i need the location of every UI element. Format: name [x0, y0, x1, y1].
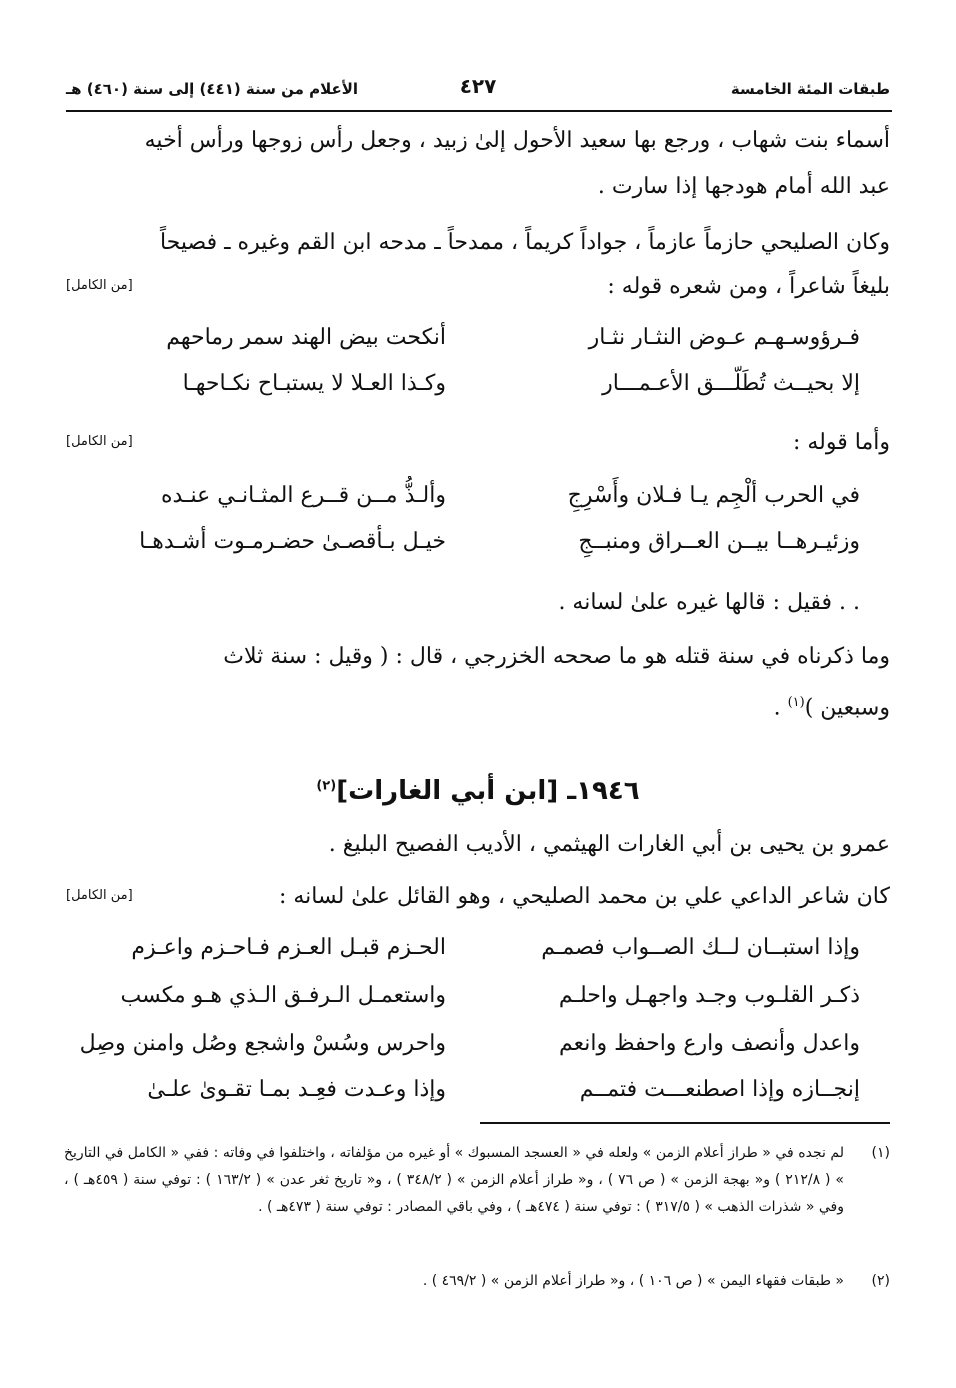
poem2-verse-2-second: وزئيـرهــا بيــن العــراق ومنبــجِ	[578, 529, 860, 554]
poem3-verse-1-second: وإذا استبــان لــك الصــواب فصمـم	[541, 935, 860, 960]
entry-line-1: عمرو بن يحيى بن أبي الغارات الهيثمي ، الأديب الفصيح البليغ .	[328, 832, 890, 857]
poem2-verse-1-first: وألـذُّ مــن قــرع المثـانـي عنـده	[160, 483, 446, 508]
poem3-verse-2-first: واستعمـل الـرفـق الـذي هـو مكسب	[120, 983, 446, 1008]
intro-line-2: عبد الله أمام هودجها إذا سارت .	[597, 174, 890, 199]
poem3-verse-4-second: إنجــازه وإذا اصطنعـــت فتمــم	[579, 1077, 860, 1102]
poem2-verse-1-second: في الحرب ألْجِم يـا فـلان وأَسْرِجِ	[567, 483, 860, 508]
poem1-verse-1-second: فـرؤوسـهـم عـوض النثـار نثـار	[588, 325, 860, 350]
footnote-ref: (١)	[787, 695, 805, 710]
death-line-1: وما ذكرناه في سنة قتله هو ما صححه الخزرجي ، قال : ( وقيل : سنة ثلاث	[223, 644, 890, 669]
poem3-verse-4-first: وإذا وعـدت فعِـد بمـا تقـوىٰ علـىٰ	[147, 1077, 446, 1102]
intro-para2-line-1: وكان الصليحي حازماً عازماً ، جواداً كريماً ، ممدحاً ـ مدحه ابن القم وغيره ـ فصيحاً	[159, 230, 890, 255]
intro-para2-line-2: بليغاً شاعراً ، ومن شعره قوله :	[607, 274, 890, 299]
header-rule	[66, 110, 892, 112]
footnote-2	[64, 1268, 890, 1295]
poem1-verse-2-first: وكـذا العـلا لا يستبـاح نكـاحهـا	[182, 371, 446, 396]
poem1-verse-1-first: أنكحت بيض الهند سمر رماحهم	[166, 325, 446, 350]
header-section-title: طبقات المئة الخامسة	[730, 80, 890, 98]
intro-line-1: أسماء بنت شهاب ، ورجع بها سعيد الأحول إلىٰ زبيد ، وجعل رأس زوجها ورأس أخيه	[144, 128, 890, 153]
footnote-text: لم نجده في « طراز أعلام الزمن » ولعله في « العسجد المسبوك » أو غيره من مؤلفاته ، واختلفوا في وفاته : ففي « الكامل في التاريخ » ( ٢١٢/٨ ) و« بهجة الزمن » ( ص ٧٦ ) ، و« طراز أعلام الزمن » ( ٣٤٨/٢ ) ، و« تاريخ ثغر عدن » ( ١٦٣/٢ ) : توفي سنة ( ٤٥٩هـ ) ، وفي « شذرات الذهب » ( ٣١٧/٥ ) : توفي سنة ( ٤٧٤هـ ) ، وفي باقي المصادر : توفي سنة ( ٤٧٣هـ ) .	[64, 1145, 844, 1215]
quote2-intro: وأما قوله :	[792, 430, 890, 455]
footnote-text: « طبقات فقهاء اليمن » ( ص ١٠٦ ) ، و« طراز أعلام الزمن » ( ٤٦٩/٢ ) .	[422, 1273, 844, 1289]
poem3-verse-2-second: ذكـر القلـوب وجـد واجهـل واحلـم	[558, 983, 860, 1008]
entry-line-2: كان شاعر الداعي علي بن محمد الصليحي ، وهو القائل علىٰ لسانه :	[278, 884, 890, 909]
footnote-1	[64, 1140, 890, 1221]
death-line-2: وسبعين )$^{(١)}$ .	[773, 695, 890, 721]
poem3-verse-3-second: واعدل وأنصف وارع واحفظ وانعم	[558, 1031, 860, 1056]
page-number: ٤٢٧	[459, 74, 497, 98]
footnote-number: (٢)	[871, 1273, 890, 1289]
attribution-note: . . فقيل : قالها غيره علىٰ لسانه .	[558, 590, 860, 615]
poem2-verse-2-first: خيـل بـأقصـىٰ حضـرمـوت أشـدهـا	[139, 529, 446, 554]
poem3-verse-3-first: واحرس وسُسْ واشجع وصُل وامنن وصِل	[79, 1031, 446, 1056]
header-range-title: الأعلام من سنة (٤٤١) إلى سنة (٤٦٠) هـ	[66, 80, 359, 98]
poem3-verse-1-first: الحـزم قبـل العـزم فـاحـزم واعـزم	[131, 935, 446, 960]
poem1-verse-2-second: إلا بحيــث تُطَلّـــق الأعـمـــار	[602, 371, 860, 396]
footnote-number: (١)	[871, 1145, 890, 1161]
meter-label: [من الكامل]	[66, 278, 133, 293]
footnote-separator	[480, 1122, 890, 1124]
meter-label: [من الكامل]	[66, 888, 133, 903]
footnote-ref: (٢)	[316, 778, 337, 794]
entry-title: ١٩٤٦ـ [ابن أبي الغارات]$^{(٢)}$	[316, 776, 640, 806]
meter-label: [من الكامل]	[66, 434, 133, 449]
